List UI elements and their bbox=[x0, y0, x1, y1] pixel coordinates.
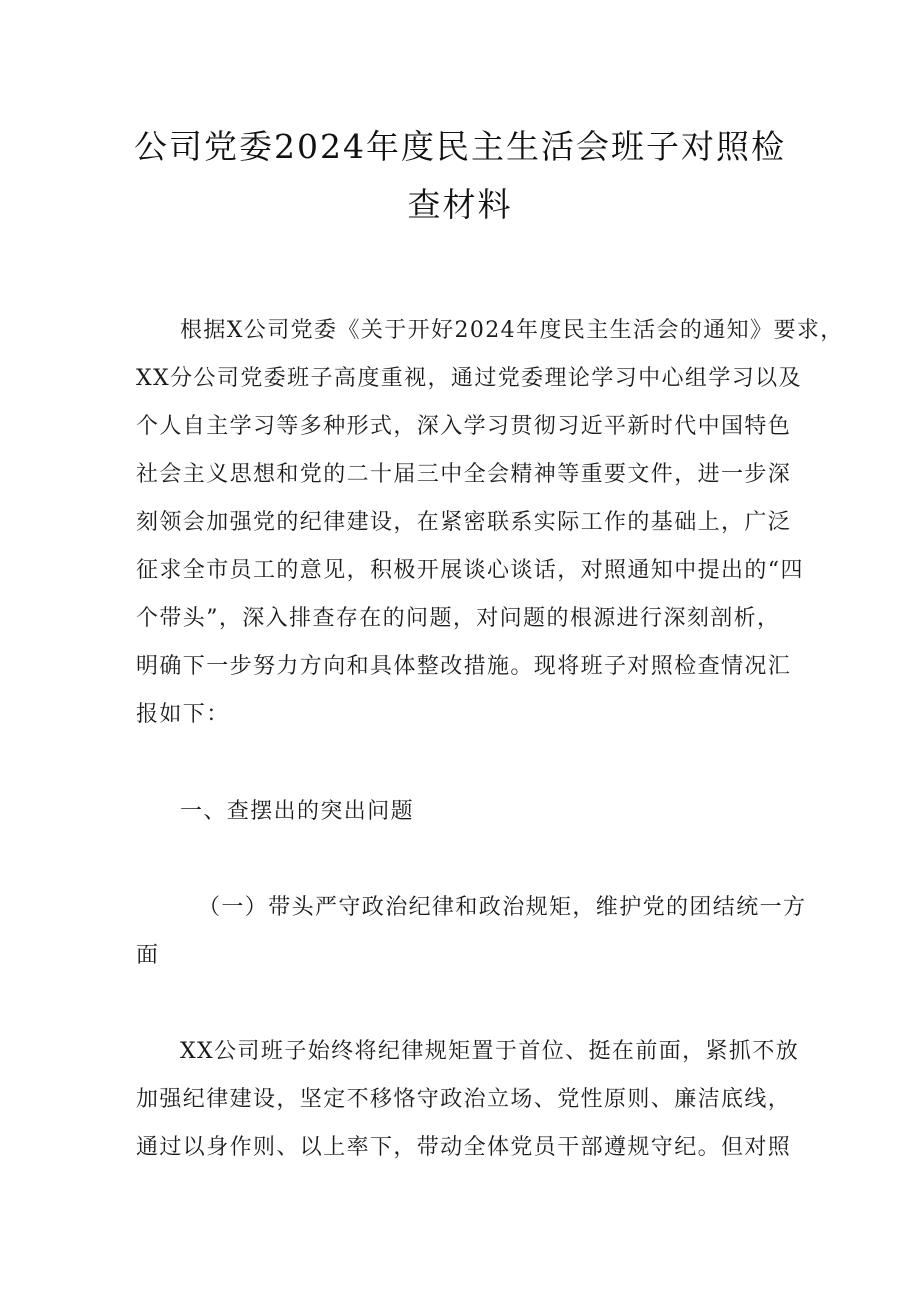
text-line: XX分公司党委班子高度重视，通过党委理论学习中心组学习以及 bbox=[136, 366, 802, 391]
intro-paragraph bbox=[136, 307, 844, 739]
section-heading bbox=[136, 788, 786, 836]
text-line: 加强纪律建设，坚定不移恪守政治立场、党性原则、廉洁底线， bbox=[136, 1087, 792, 1112]
text-line: 个带头”，深入排查存在的问题，对问题的根源进行深刻剖析， bbox=[136, 606, 781, 631]
text-line: 征求全市员工的意见，积极开展谈心谈话，对照通知中提出的“四 bbox=[136, 558, 804, 583]
text-line: 社会主义思想和党的二十届三中全会精神等重要文件，进一步深 bbox=[136, 462, 792, 487]
text-line: （一）带头严守政治纪律和政治规矩，维护党的团结统一方 bbox=[198, 895, 807, 920]
text-line: 面 bbox=[136, 943, 160, 968]
title-line: 公司党委2024年度民主生活会班子对照检 bbox=[134, 127, 786, 166]
text-line: 根据X公司党委《关于开好2024年度民主生活会的通知》要求， bbox=[180, 318, 844, 343]
document-title bbox=[120, 118, 800, 234]
text-line: 个人自主学习等多种形式，深入学习贯彻习近平新时代中国特色 bbox=[136, 414, 792, 439]
section-heading-text: 一、查摆出的突出问题 bbox=[180, 799, 415, 824]
text-line: 通过以身作则、以上率下，带动全体党员干部遵规守纪。但对照 bbox=[136, 1135, 792, 1160]
text-line: 刻领会加强党的纪律建设，在紧密联系实际工作的基础上，广泛 bbox=[136, 510, 792, 535]
text-line: XX公司班子始终将纪律规矩置于首位、挺在前面，紧抓不放 bbox=[180, 1039, 800, 1064]
title-line: 查材料 bbox=[407, 185, 513, 224]
body-paragraph bbox=[136, 1028, 800, 1172]
text-line: 报如下： bbox=[136, 702, 230, 727]
subsection-heading bbox=[136, 884, 807, 980]
text-line: 明确下一步努力方向和具体整改措施。现将班子对照检查情况汇 bbox=[136, 654, 792, 679]
